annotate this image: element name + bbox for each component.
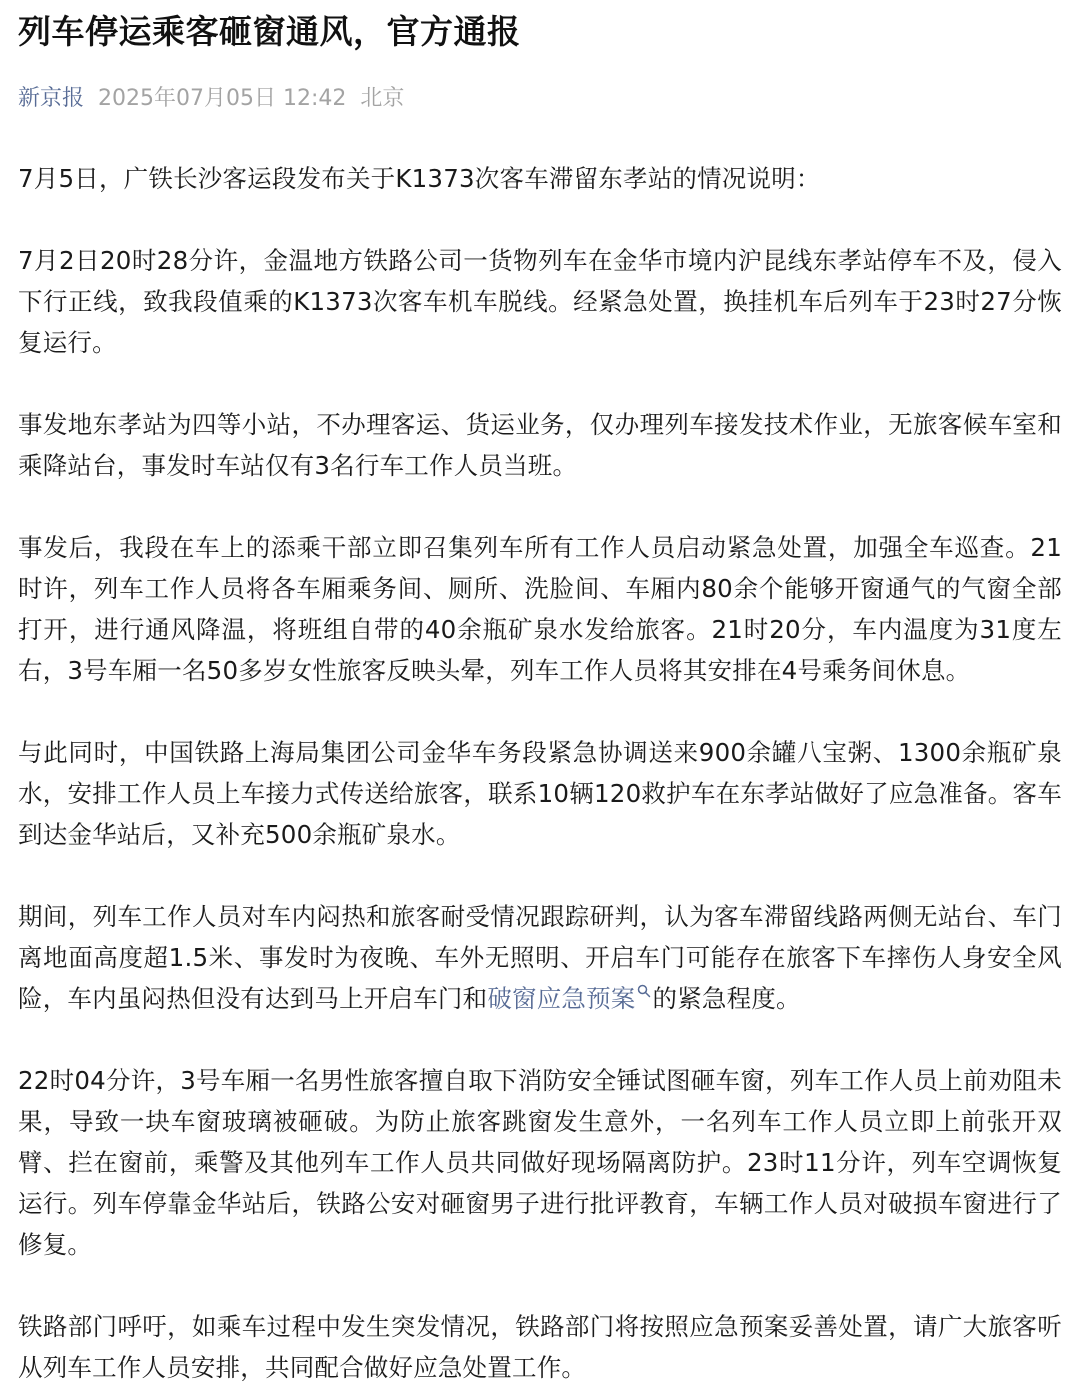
paragraph-2: 7月2日20时28分许，金温地方铁路公司一货物列车在金华市境内沪昆线东孝站停车不及，侵入下行正线，致我段值乘的K1373次客车机车脱线。经紧急处置，换挂机车后列车于23时27分恢复运行。: [18, 246, 1062, 357]
article-title: 列车停运乘客砸窗通风，官方通报: [18, 12, 521, 51]
paragraph-6-text-before: 期间，列车工作人员对车内闷热和旅客耐受情况跟踪研判，认为客车滞留线路两侧无站台、车门离地面高度超1.5米、事发时为夜晚、车外无照明、开启车门可能存在旅客下车摔伤人身安全风险，车内虽闷热但没有达到马上开启车门和: [18, 902, 1062, 1013]
source-link[interactable]: 新京报: [18, 86, 85, 111]
article-body: [18, 158, 1062, 1388]
publish-location: 北京: [360, 86, 405, 111]
paragraph-5: 与此同时，中国铁路上海局集团公司金华车务段紧急协调送来900余罐八宝粥、1300余瓶矿泉水，安排工作人员上车接力式传送给旅客，联系10辆120救护车在东孝站做好了应急准备。客车到达金华站后，又补充500余瓶矿泉水。: [18, 738, 1062, 849]
paragraph-3: 事发地东孝站为四等小站，不办理客运、货运业务，仅办理列车接发技术作业，无旅客候车室和乘降站台，事发时车站仅有3名行车工作人员当班。: [18, 410, 1062, 480]
paragraph-4: 事发后，我段在车上的添乘干部立即召集列车所有工作人员启动紧急处置，加强全车巡查。21时许，列车工作人员将各车厢乘务间、厕所、洗脸间、车厢内80余个能够开窗通气的气窗全部打开，进行通风降温，将班组自带的40余瓶矿泉水发给旅客。21时20分，车内温度为31度左右，3号车厢一名50多岁女性旅客反映头晕，列车工作人员将其安排在4号乘务间休息。: [18, 533, 1062, 685]
publish-datetime: 2025年07月05日 12:42: [98, 86, 347, 111]
paragraph-6-text-after: 的紧急程度。: [652, 984, 801, 1013]
emergency-plan-search-link[interactable]: 破窗应急预案: [487, 984, 636, 1013]
article-meta: [18, 84, 1062, 114]
search-icon[interactable]: [637, 984, 651, 998]
paragraph-7: 22时04分许，3号车厢一名男性旅客擅自取下消防安全锤试图砸车窗，列车工作人员上前劝阻未果，导致一块车窗玻璃被砸破。为防止旅客跳窗发生意外，一名列车工作人员立即上前张开双臂、拦在窗前，乘警及其他列车工作人员共同做好现场隔离防护。23时11分许，列车空调恢复运行。列车停靠金华站后，铁路公安对砸窗男子进行批评教育，车辆工作人员对破损车窗进行了修复。: [18, 1066, 1062, 1259]
paragraph-6: [18, 896, 1062, 1019]
paragraph-8: 铁路部门呼吁，如乘车过程中发生突发情况，铁路部门将按照应急预案妥善处置，请广大旅客听从列车工作人员安排，共同配合做好应急处置工作。: [18, 1312, 1062, 1382]
paragraph-1: 7月5日，广铁长沙客运段发布关于K1373次客车滞留东孝站的情况说明：: [18, 164, 821, 193]
